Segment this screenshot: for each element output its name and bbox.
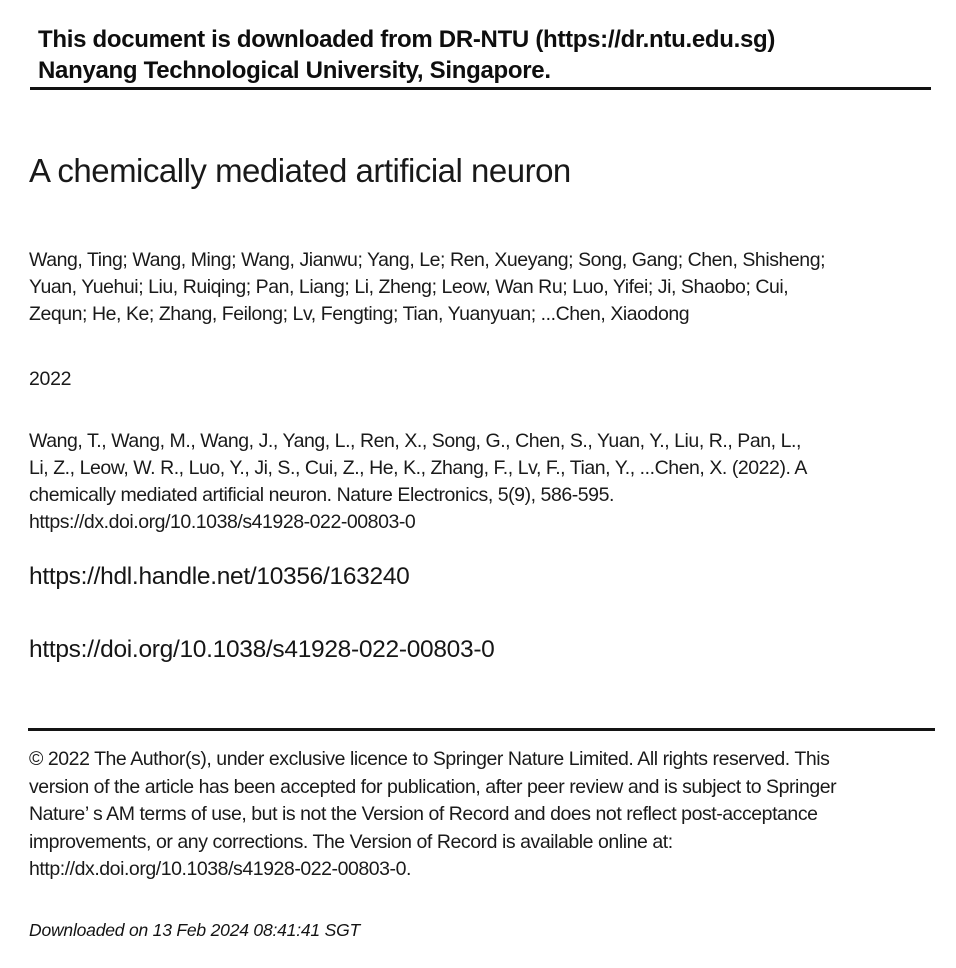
- handle-url-link[interactable]: https://hdl.handle.net/10356/163240: [29, 563, 410, 590]
- section-divider-rule: [28, 728, 935, 731]
- publication-year: 2022: [29, 368, 72, 390]
- citation-text: Wang, T., Wang, M., Wang, J., Yang, L., Ren, X., Song, G., Chen, S., Yuan, Y., Liu, R., Pan, L., Li, Z., Leow, W. R., Luo, Y., Ji, S., Cui, Z., He, K., Zhang, F., Lv, F., Tian, Y., ...Chen, X. (2022). A chemically mediated artificial neuron. Nature Electronics, 5(9), 586-595. https://dx.doi.org/10.1038/s41928-022-00803-0: [29, 430, 806, 533]
- rights-statement: © 2022 The Author(s), under exclusive licence to Springer Nature Limited. All rights reserved. This version of the article has been accepted for publication, after peer review and is subject to Springer Nature’ s AM terms of use, but is not the Version of Record and does not reflect post-acceptance improvements, or any corrections. The Version of Record is available online at: http://dx.doi.org/10.1038/s41928-022-00803-0.: [29, 748, 837, 880]
- article-title: A chemically mediated artificial neuron: [29, 152, 571, 189]
- doi-url-link[interactable]: https://doi.org/10.1038/s41928-022-00803-0: [29, 636, 495, 663]
- header-rule: [30, 87, 931, 90]
- downloaded-timestamp: Downloaded on 13 Feb 2024 08:41:41 SGT: [29, 920, 360, 940]
- author-list: Wang, Ting; Wang, Ming; Wang, Jianwu; Yang, Le; Ren, Xueyang; Song, Gang; Chen, Shisheng; Yuan, Yuehui; Liu, Ruiqing; Pan, Liang; Li, Zheng; Leow, Wan Ru; Luo, Yifei; Ji, Shaobo; Cui, Zequn; He, Ke; Zhang, Feilong; Lv, Fengting; Tian, Yuanyuan; ...Chen, Xiaodong: [29, 249, 826, 325]
- repository-header-line1: This document is downloaded from DR-NTU (https://dr.ntu.edu.sg): [38, 26, 776, 53]
- repository-header: [38, 24, 933, 86]
- repository-header-line2: Nanyang Technological University, Singapore.: [38, 57, 551, 84]
